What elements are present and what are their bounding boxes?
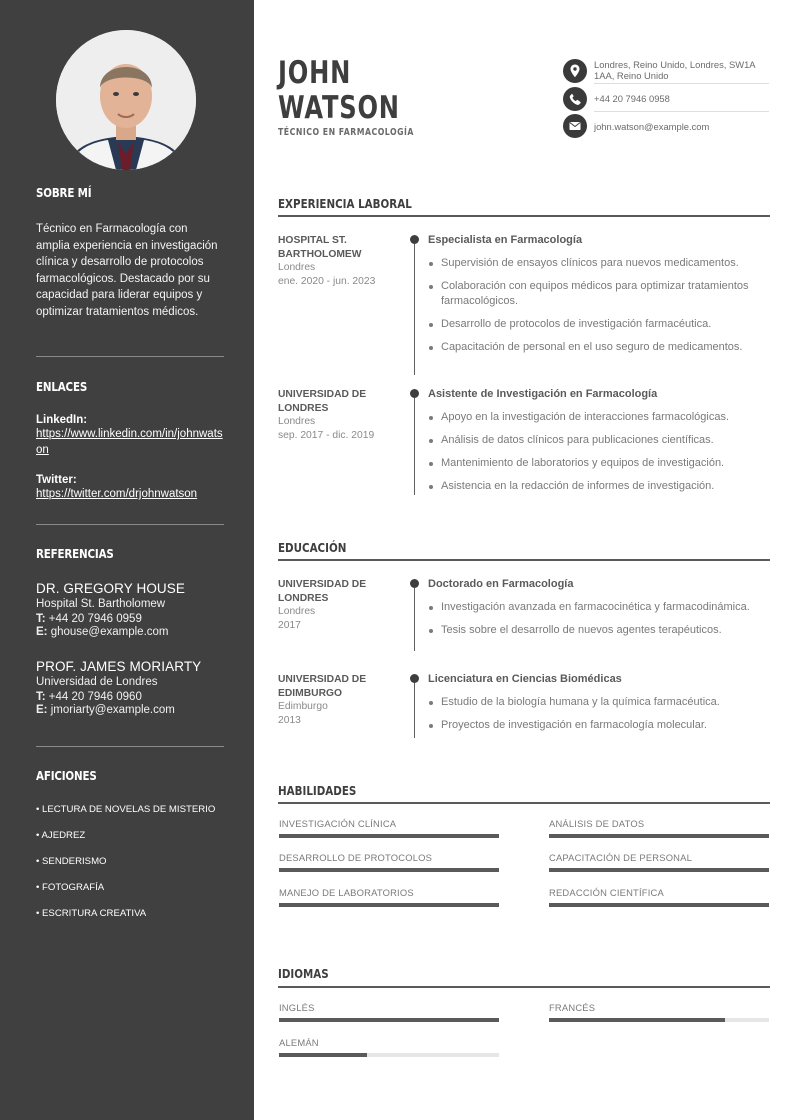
- skill-item: [279, 887, 499, 898]
- full-name: [278, 56, 400, 126]
- entry-org: UNIVERSIDAD DE EDIMBURGO Edimburgo 2013: [278, 673, 398, 727]
- about-title: SOBRE MÍ: [36, 186, 92, 200]
- language-bar-fill: [549, 1018, 725, 1022]
- skill-bar: [279, 834, 499, 838]
- language-bar-fill: [279, 1018, 499, 1022]
- section-rule: [278, 802, 770, 804]
- section-rule: [278, 559, 770, 561]
- linkedin-link[interactable]: https://www.linkedin.com/in/johnwatson: [36, 428, 223, 456]
- reference-org: Hospital St. Bartholomew: [36, 598, 166, 610]
- divider: [36, 524, 224, 525]
- entry-location: Londres: [278, 416, 316, 427]
- education-entry: [278, 578, 770, 648]
- entry-bullets: [428, 695, 770, 741]
- hobby-item: • FOTOGRAFÍA: [36, 882, 105, 893]
- languages-title: IDIOMAS: [278, 967, 329, 981]
- language-item: [279, 1002, 499, 1013]
- twitter-link[interactable]: https://twitter.com/drjohnwatson: [36, 488, 198, 500]
- last-name: WATSON: [278, 90, 400, 126]
- language-bar: [549, 1018, 769, 1022]
- envelope-icon: [563, 114, 587, 138]
- references-section: [36, 547, 224, 561]
- reference-item: [36, 581, 224, 638]
- reference-item: [36, 659, 224, 716]
- skill-label: DESARROLLO DE PROTOCOLOS: [279, 852, 433, 863]
- link-linkedin: [36, 414, 224, 458]
- hobby-item: • AJEDREZ: [36, 830, 86, 841]
- education-entry: [278, 673, 770, 743]
- skill-item: [549, 852, 769, 863]
- skill-bar-fill: [279, 868, 499, 872]
- phone-text: +44 20 7946 0958: [594, 93, 670, 104]
- language-bar-fill: [279, 1053, 367, 1057]
- skill-bar: [549, 868, 769, 872]
- sidebar: [0, 0, 254, 1120]
- skill-bar-fill: [549, 903, 769, 907]
- skill-bar: [279, 903, 499, 907]
- email-text[interactable]: john.watson@example.com: [594, 121, 710, 132]
- skill-bar: [549, 834, 769, 838]
- about-text: Técnico en Farmacología con amplia experiencia en investigación clínica y desarrollo de protocolos farmacológicos. Destacado por su capacidad para liderar equipos y optimizar tratamientos médicos.: [36, 223, 218, 318]
- list-item: Asistencia en la redacción de informes de investigación.: [428, 479, 770, 494]
- portrait-image: [56, 30, 196, 170]
- hobby-item: • SENDERISMO: [36, 856, 107, 867]
- reference-email: E: jmoriarty@example.com: [36, 704, 175, 716]
- entry-date: ene. 2020 - jun. 2023: [278, 275, 376, 287]
- list-item: Supervisión de ensayos clínicos para nuevos medicamentos.: [428, 256, 770, 271]
- reference-name: DR. GREGORY HOUSE: [36, 581, 185, 596]
- skill-bar-fill: [279, 834, 499, 838]
- entry-bullets: [428, 256, 770, 363]
- address-text: Londres, Reino Unido, Londres, SW1A 1AA, Reino Unido: [594, 59, 756, 81]
- timeline-dot: [410, 389, 419, 398]
- skill-bar-fill: [549, 834, 769, 838]
- profile-photo: [56, 30, 196, 170]
- references-title: REFERENCIAS: [36, 547, 114, 561]
- entry-org: HOSPITAL ST. BARTHOLOMEW Londres ene. 2020 - jun. 2023: [278, 234, 398, 288]
- links-section: [36, 380, 224, 394]
- section-rule: [278, 986, 770, 988]
- reference-phone: T: +44 20 7946 0959: [36, 613, 142, 625]
- hobbies-list: [36, 803, 224, 933]
- entry-org: UNIVERSIDAD DE LONDRES Londres 2017: [278, 578, 398, 632]
- language-label: FRANCÉS: [549, 1002, 596, 1013]
- list-item: Investigación avanzada en farmacocinética y farmacodinámica.: [428, 600, 770, 615]
- link-label: Twitter:: [36, 474, 77, 486]
- hobbies-title: AFICIONES: [36, 769, 97, 783]
- reference-email: E: ghouse@example.com: [36, 626, 169, 638]
- entry-date: sep. 2017 - dic. 2019: [278, 429, 375, 441]
- language-bar: [279, 1018, 499, 1022]
- timeline-dot: [410, 579, 419, 588]
- entry-date: 2017: [278, 619, 301, 631]
- list-item: Proyectos de investigación en farmacología molecular.: [428, 718, 770, 733]
- entry-org: UNIVERSIDAD DE LONDRES Londres sep. 2017 - dic. 2019: [278, 388, 398, 442]
- entry-location: Edimburgo: [278, 701, 328, 712]
- divider: [36, 356, 224, 357]
- language-label: ALEMÁN: [279, 1037, 319, 1048]
- list-item: Capacitación de personal en el uso seguro de medicamentos.: [428, 340, 770, 355]
- list-item: Mantenimiento de laboratorios y equipos de investigación.: [428, 456, 770, 471]
- experience-entry: [278, 234, 770, 374]
- skill-item: [549, 887, 769, 898]
- language-item: [279, 1037, 499, 1048]
- link-twitter: [36, 474, 224, 503]
- contact-divider: [594, 83, 769, 84]
- education-title: EDUCACIÓN: [278, 541, 347, 555]
- timeline-line: [414, 678, 415, 738]
- timeline-dot: [410, 674, 419, 683]
- link-label: LinkedIn:: [36, 414, 88, 426]
- skill-label: CAPACITACIÓN DE PERSONAL: [549, 852, 693, 863]
- reference-phone: T: +44 20 7946 0960: [36, 691, 142, 703]
- contact-email: [563, 114, 769, 140]
- skills-title: HABILIDADES: [278, 784, 357, 798]
- entry-role: Asistente de Investigación en Farmacología: [428, 388, 658, 400]
- reference-name: PROF. JAMES MORIARTY: [36, 659, 202, 674]
- entry-role: Doctorado en Farmacología: [428, 578, 574, 590]
- skill-item: [279, 818, 499, 829]
- timeline-line: [414, 583, 415, 651]
- skill-bar: [279, 868, 499, 872]
- contact-address: [563, 59, 769, 85]
- entry-location: Londres: [278, 606, 316, 617]
- hobby-item: • ESCRITURA CREATIVA: [36, 908, 147, 919]
- list-item: Colaboración con equipos médicos para optimizar tratamientos farmacológicos.: [428, 279, 770, 309]
- first-name: JOHN: [278, 55, 352, 91]
- skill-bar-fill: [279, 903, 499, 907]
- list-item: Desarrollo de protocolos de investigación farmacéutica.: [428, 317, 770, 332]
- phone-icon: [563, 87, 587, 111]
- contact-phone: [563, 87, 769, 113]
- timeline-line: [414, 393, 415, 495]
- entry-role: Especialista en Farmacología: [428, 234, 583, 246]
- reference-org: Universidad de Londres: [36, 676, 158, 688]
- job-title: TÉCNICO EN FARMACOLOGÍA: [278, 127, 414, 138]
- entry-date: 2013: [278, 714, 301, 726]
- list-item: Tesis sobre el desarrollo de nuevos agentes terapéuticos.: [428, 623, 770, 638]
- section-rule: [278, 215, 770, 217]
- contact-divider: [594, 111, 769, 112]
- experience-entry: [278, 388, 770, 498]
- skill-label: REDACCIÓN CIENTÍFICA: [549, 887, 664, 898]
- skill-label: INVESTIGACIÓN CLÍNICA: [279, 818, 397, 829]
- entry-location: Londres: [278, 262, 316, 273]
- skill-item: [549, 818, 769, 829]
- skill-label: ANÁLISIS DE DATOS: [549, 818, 645, 829]
- list-item: Apoyo en la investigación de interacciones farmacológicas.: [428, 410, 770, 425]
- entry-bullets: [428, 410, 770, 502]
- entry-bullets: [428, 600, 770, 646]
- language-item: [549, 1002, 769, 1013]
- timeline-line: [414, 239, 415, 375]
- experience-title: EXPERIENCIA LABORAL: [278, 197, 412, 211]
- skill-bar-fill: [549, 868, 769, 872]
- language-bar: [279, 1053, 499, 1057]
- language-label: INGLÉS: [279, 1002, 315, 1013]
- timeline-dot: [410, 235, 419, 244]
- divider: [36, 746, 224, 747]
- skill-label: MANEJO DE LABORATORIOS: [279, 887, 414, 898]
- hobbies-section: [36, 769, 224, 783]
- list-item: Análisis de datos clínicos para publicaciones científicas.: [428, 433, 770, 448]
- skill-item: [279, 852, 499, 863]
- hobby-item: • LECTURA DE NOVELAS DE MISTERIO: [36, 804, 216, 815]
- about-section: [36, 186, 224, 200]
- location-icon: [563, 59, 587, 83]
- entry-role: Licenciatura en Ciencias Biomédicas: [428, 673, 622, 685]
- list-item: Estudio de la biología humana y la química farmacéutica.: [428, 695, 770, 710]
- links-title: ENLACES: [36, 380, 88, 394]
- skill-bar: [549, 903, 769, 907]
